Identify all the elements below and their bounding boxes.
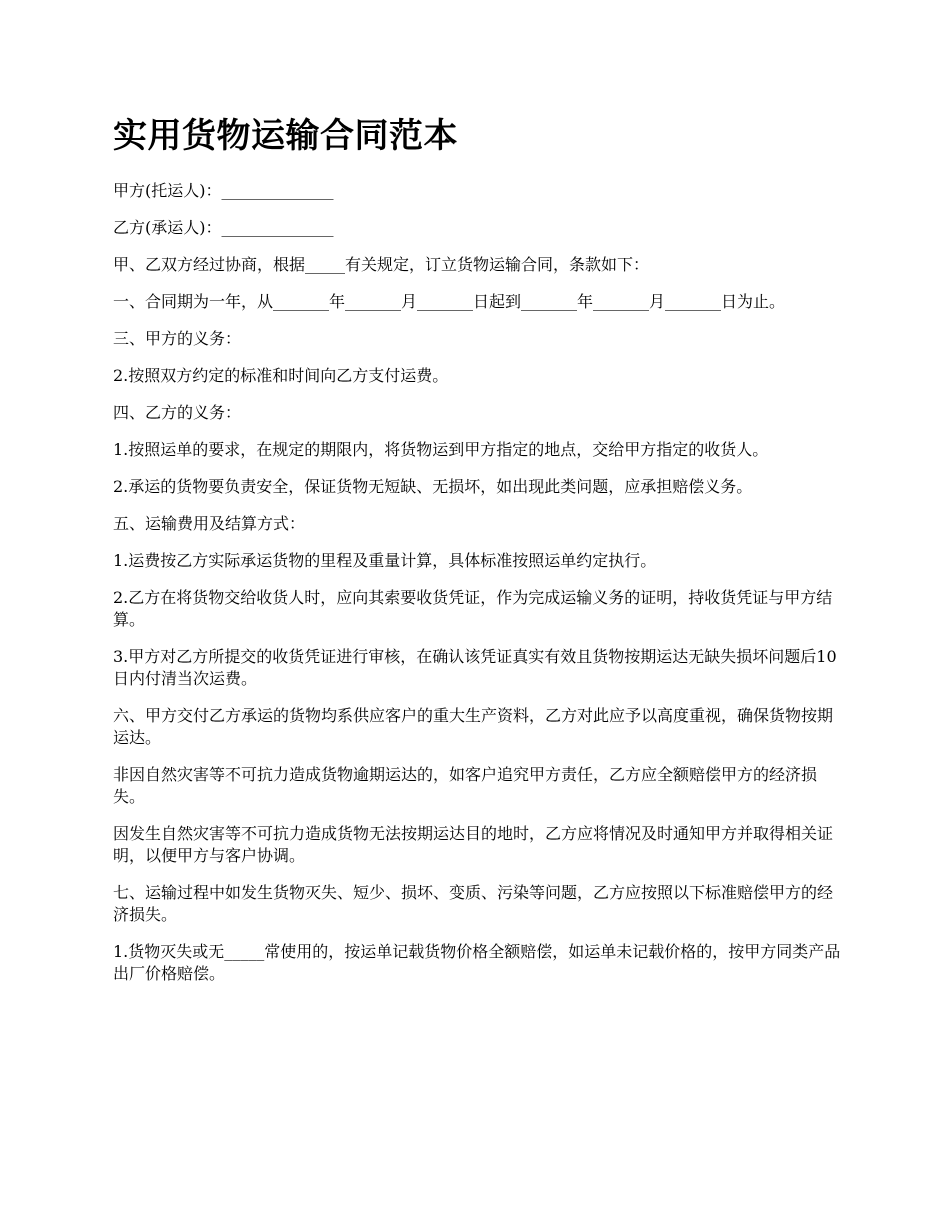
force-majeure-paragraph: 因发生自然灾害等不可抗力造成货物无法按期运达目的地时，乙方应将情况及时通知甲方并取得相关证明，以便甲方与客户协调。 (113, 824, 834, 865)
delay-liability-paragraph: 非因自然灾害等不可抗力造成货物逾期运达的，如客户追究甲方责任，乙方应全额赔偿甲方的经济损失。 (113, 765, 818, 806)
section-six-paragraph: 六、甲方交付乙方承运的货物均系供应客户的重大生产资料，乙方对此应予以高度重视，确保货物按期运达。 (113, 706, 834, 747)
party-b-line: 乙方(承运人)：______________ (113, 218, 334, 237)
page-title: 实用货物运输合同范本 (113, 116, 458, 156)
preamble-paragraph: 甲、乙双方经过协商，根据_____有关规定，订立货物运输合同，条款如下： (113, 255, 650, 274)
fees-item: 1.运费按乙方实际承运货物的里程及重量计算，具体标准按照运单约定执行。 (113, 551, 657, 570)
compensation-item: 1.货物灭失或无_____常使用的，按运单记载货物价格全额赔偿，如运单未记载价格的，按甲方同类产品出厂价格赔偿。 (113, 942, 841, 983)
party-b-duty-item: 1.按照运单的要求，在规定的期限内，将货物运到甲方指定的地点，交给甲方指定的收货人。 (113, 440, 769, 459)
party-b-duty-item: 2.承运的货物要负责安全，保证货物无短缺、无损坏，如出现此类问题，应承担赔偿义务。 (113, 477, 753, 496)
fees-item: 3.甲方对乙方所提交的收货凭证进行审核，在确认该凭证真实有效且货物按期运达无缺失损坏问题后10日内付清当次运费。 (113, 647, 837, 688)
party-a-line: 甲方(托运人)：______________ (113, 181, 334, 200)
contract-term-clause: 一、合同期为一年，从_______年_______月_______日起到_______年_______月_______日为止。 (113, 292, 786, 311)
section-seven-paragraph: 七、运输过程中如发生货物灭失、短少、损坏、变质、污染等问题，乙方应按照以下标准赔偿甲方的经济损失。 (113, 883, 834, 924)
section-heading-party-b-duties: 四、乙方的义务： (113, 403, 242, 422)
party-a-duty-item: 2.按照双方约定的标准和时间向乙方支付运费。 (113, 366, 449, 385)
document-page (113, 112, 843, 1000)
section-heading-fees-settlement: 五、运输费用及结算方式： (113, 514, 306, 533)
section-heading-party-a-duties: 三、甲方的义务： (113, 329, 242, 348)
fees-item: 2.乙方在将货物交给收货人时，应向其索要收货凭证，作为完成运输义务的证明，持收货凭证与甲方结算。 (113, 588, 833, 629)
